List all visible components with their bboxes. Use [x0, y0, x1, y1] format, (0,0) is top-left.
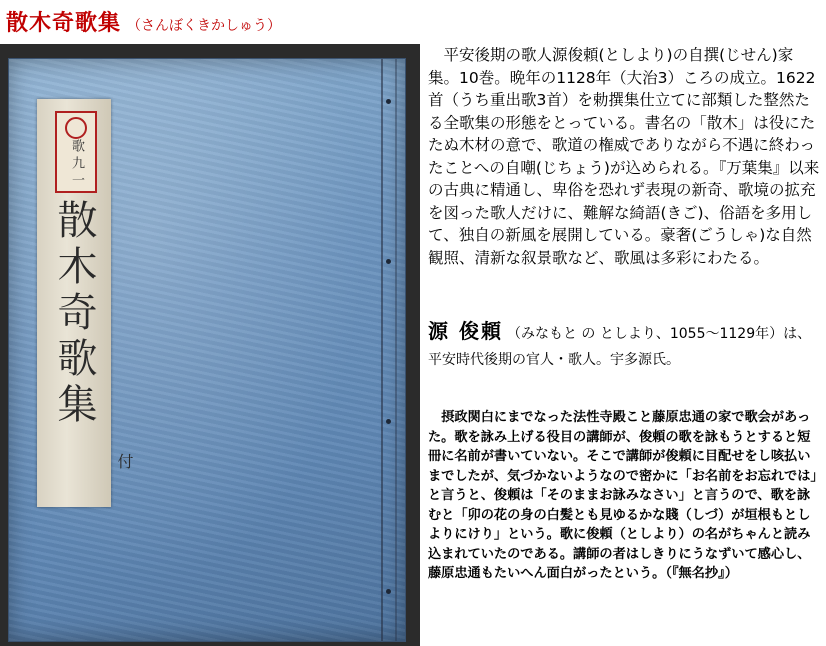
- book-cover: [8, 58, 406, 642]
- library-stamp: [55, 111, 97, 193]
- binding-edge: [395, 59, 397, 641]
- page-title: [6, 6, 281, 37]
- binding-thread: [381, 59, 383, 641]
- author-name: 源 俊頼: [428, 319, 503, 343]
- title-main: 散木奇歌集: [6, 11, 122, 36]
- author-detail: （みなもと の としより、1055〜1129年）は、平安時代後期の官人・歌人。宇多源氏。: [428, 326, 812, 368]
- cover-title: 散木奇歌集: [51, 199, 97, 429]
- author-section: [428, 318, 820, 373]
- binding-hole: [386, 99, 391, 104]
- binding-hole: [386, 419, 391, 424]
- binding-hole: [386, 589, 391, 594]
- stamp-seal-icon: [65, 117, 87, 139]
- intro-paragraph: 平安後期の歌人源俊頼(としより)の自撰(じせん)家集。10巻。晩年の1128年（大治3）ころの成立。1622首（うち重出歌3首）を勅撰集仕立てに部類した整然たる全歌集の形態をとっている。書名の「散木」は役にたたぬ木材の意で、歌道の権威でありながら不遇に終わったことへの自嘲(じちょう)が込められる。『万葉集』以来の古典に精通し、卑俗を恐れず表現の新奇、歌境の拡充を図った歌人だけに、難解な綺語(きご)、俗語を多用して、独自の新風を展開している。豪奢(ごうしゃ)な自然観照、清新な叙景歌など、歌風は多彩にわたる。: [428, 46, 820, 267]
- anecdote-paragraph: 摂政関白にまでなった法性寺殿こと藤原忠通の家で歌会があった。歌を詠み上げる役目の講師が、俊頼の歌を詠もうとすると短冊に名前が書いていない。そこで講師が俊頼に目配せをし咳払いまでしたが、気づかないようなので密かに「お名前をお忘れでは」と言うと、俊頼は「そのままお詠みなさい」と言うので、歌を詠むと「卯の花の身の白髪とも見ゆるかな賤（しづ）が垣根もとしよりにけり」という。歌に俊頼（としより）の名がちゃんと読み込まれていたのである。講師の者はしきりにうなずいて感心し、藤原忠通もたいへん面白がったという。（『無名抄』）: [428, 410, 818, 581]
- cover-side-mark: 付: [115, 453, 134, 469]
- stamp-text: 歌 九 一: [69, 139, 84, 187]
- title-reading: （さんぼくきかしゅう）: [127, 18, 282, 34]
- binding-hole: [386, 259, 391, 264]
- book-cover-photo: [0, 44, 420, 646]
